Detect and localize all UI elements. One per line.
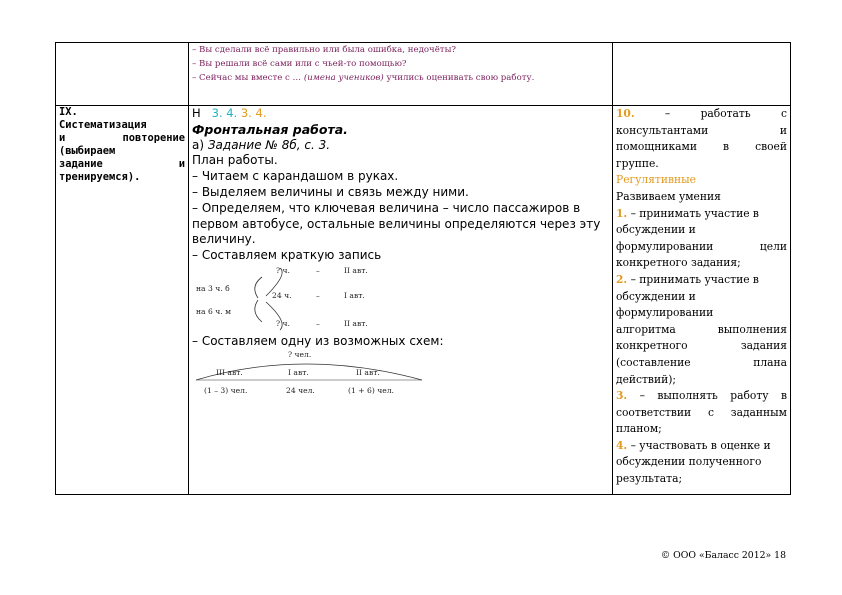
- reflection-line: – Вы решали всё сами или с чьей-то помощью?: [192, 59, 407, 69]
- plan-title: План работы.: [192, 153, 278, 168]
- page-footer: © ООО «Баласс 2012» 18: [660, 550, 786, 561]
- skill-line: обсуждении и: [616, 289, 696, 303]
- skills-cell: [613, 106, 791, 495]
- record-left-top: на 3 ч. б: [196, 283, 230, 293]
- plan-step: – Определяем, что ключевая величина – число пассажиров в первом автобусе, остальные величины определяются через эту величину.: [192, 200, 601, 247]
- skill-line: действий);: [616, 372, 676, 386]
- regulative-subtitle: Развиваем умения: [616, 189, 721, 203]
- task-cell: [189, 106, 613, 495]
- stage-title-line: и повторение: [59, 132, 185, 144]
- stage-title-line: задание и: [59, 158, 185, 170]
- stage-title-line: Систематизация: [59, 119, 147, 131]
- skill-line: консультантами и: [616, 123, 787, 137]
- scheme-c3: II авт.: [356, 367, 380, 377]
- skill-line: 3. – выполнять работу в: [616, 389, 787, 403]
- reflection-line: – Вы сделали всё правильно или была ошибка, недочёты?: [192, 45, 457, 55]
- reflection-cell: [189, 43, 613, 106]
- stage-cell-empty: [56, 43, 189, 106]
- skill-line: 1. – принимать участие в: [616, 206, 759, 220]
- plan-step: – Составляем краткую запись: [192, 248, 382, 263]
- plan-step: – Выделяем величины и связь между ними.: [192, 184, 469, 199]
- stage-title-line: тренируемся).: [59, 171, 141, 183]
- record-r3-dash: –: [316, 318, 320, 328]
- task-ref: а) Задание № 8б, с. 3.: [192, 137, 331, 152]
- plan-step: – Читаем с карандашом в руках.: [192, 169, 399, 184]
- skill-line: конкретного задания;: [616, 256, 741, 270]
- scheme-step: – Составляем одну из возможных схем:: [192, 333, 444, 348]
- table-row: [56, 43, 791, 106]
- skill-line: формулировании: [616, 306, 714, 320]
- table-row: [56, 106, 791, 495]
- record-r2-b: I авт.: [344, 290, 365, 300]
- skill-line: результата;: [616, 472, 683, 486]
- reflection-line: – Сейчас мы вместе с … (имена учеников) учились оценивать свою работу.: [192, 73, 535, 83]
- record-left-bottom: на 6 ч. м: [196, 306, 232, 316]
- bracket-top: [255, 277, 262, 298]
- skill-line: 10. – работать с: [616, 107, 787, 120]
- scheme-c3b: (1 + 6) чел.: [348, 385, 394, 395]
- skill-line: соответствии с заданным: [616, 405, 787, 419]
- stage-cell: [56, 106, 189, 495]
- frontal-work-title: Фронтальная работа.: [192, 121, 348, 137]
- skill-line: обсуждении и: [616, 223, 696, 237]
- scheme-c2b: 24 чел.: [286, 385, 315, 395]
- scheme-total-label: ? чел.: [288, 349, 312, 359]
- record-r1-b: II авт.: [344, 265, 368, 275]
- stage-number: IX.: [59, 106, 78, 118]
- level-codes: Н 3. 4. 3. 4.: [192, 106, 267, 120]
- scheme-c1b: (1 – 3) чел.: [204, 385, 248, 395]
- skill-line: помощниками в своей: [616, 140, 787, 154]
- skill-line: 4. – участвовать в оценке и: [616, 438, 771, 452]
- short-record-diagram: [192, 264, 610, 334]
- skill-line: планом;: [616, 422, 662, 436]
- skill-line: алгоритма выполнения: [616, 322, 787, 336]
- skill-line: группе.: [616, 156, 659, 170]
- record-r2-dash: –: [316, 290, 320, 300]
- scheme-c2: I авт.: [288, 367, 309, 377]
- skill-line: обсуждении полученного: [616, 455, 762, 469]
- scheme-diagram: [192, 350, 610, 410]
- record-r1-a: ? ч.: [276, 265, 290, 275]
- skill-line: формулировании цели: [616, 239, 787, 253]
- stage-title-line: (выбираем: [59, 145, 116, 157]
- skill-line: (составление плана: [616, 355, 787, 369]
- skill-line: 2. – принимать участие в: [616, 272, 759, 286]
- regulative-title: Регулятивные: [616, 173, 696, 187]
- bracket-bottom: [255, 300, 262, 322]
- skill-line: конкретного задания: [616, 339, 787, 353]
- scheme-c1: III авт.: [216, 367, 243, 377]
- lesson-table: [55, 42, 791, 495]
- record-r1-dash: –: [316, 265, 320, 275]
- skills-cell-empty: [613, 43, 791, 106]
- record-r3-a: ? ч.: [276, 318, 290, 328]
- record-r2-a: 24 ч.: [272, 290, 292, 300]
- record-r3-b: II авт.: [344, 318, 368, 328]
